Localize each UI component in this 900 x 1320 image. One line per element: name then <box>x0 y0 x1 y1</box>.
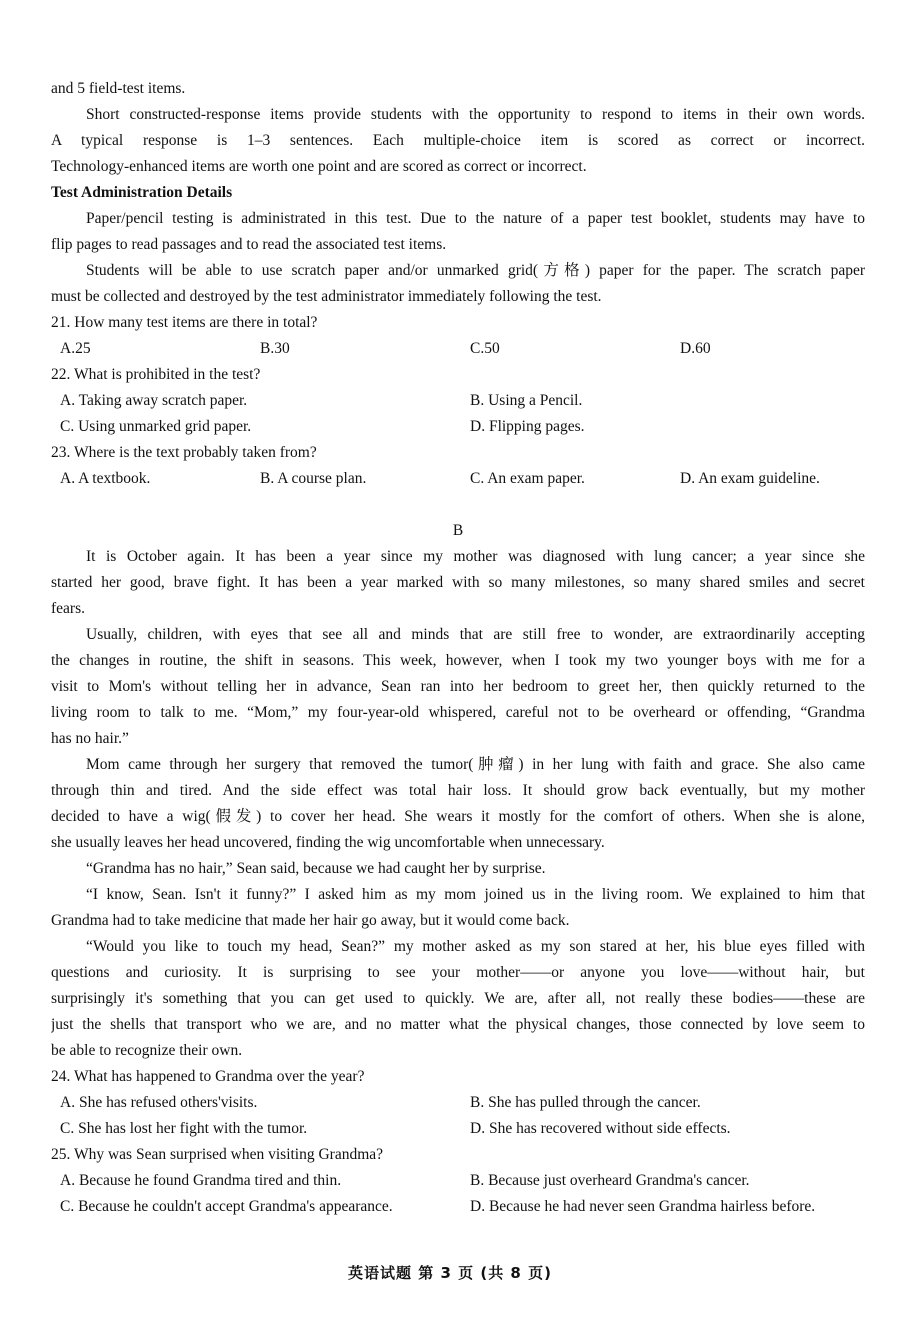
answer-option: C.50 <box>470 340 500 357</box>
passage-a-line: Paper/pencil testing is administrated in this test. Due to the nature of a paper test booklet, students may have to <box>86 210 865 227</box>
options-row <box>51 414 865 440</box>
passage-a-line: and 5 field-test items. <box>51 80 186 97</box>
section-heading: Test Administration Details <box>51 184 233 201</box>
answer-option: D. Because he had never seen Grandma hairless before. <box>470 1198 816 1215</box>
options-row <box>51 466 865 492</box>
answer-option: B.30 <box>260 340 290 357</box>
passage-b-line: “I know, Sean. Isn't it funny?” I asked him as my mom joined us in the living room. We explained to him that <box>86 886 865 903</box>
passage-b-line: surprisingly it's something that you can get used to quickly. We are, after all, not really these bodies——these are <box>51 990 865 1007</box>
options-row <box>51 1168 865 1194</box>
passage-b-line: she usually leaves her head uncovered, finding the wig uncomfortable when unnecessary. <box>51 834 605 851</box>
page-footer: 英语试题 第 3 页 (共 8 页) <box>348 1264 552 1282</box>
answer-option: A. Taking away scratch paper. <box>60 392 248 409</box>
passage-b-line: It is October again. It has been a year since my mother was diagnosed with lung cancer; a year since she <box>86 548 865 565</box>
options-row <box>51 1116 865 1142</box>
passage-b-line: be able to recognize their own. <box>51 1042 243 1059</box>
question-stem: 23. Where is the text probably taken from? <box>51 444 317 461</box>
answer-option: D. She has recovered without side effects. <box>470 1120 731 1137</box>
passage-b-line: Grandma had to take medicine that made her hair go away, but it would come back. <box>51 912 570 929</box>
answer-option: B. Because just overheard Grandma's cancer. <box>470 1172 750 1189</box>
passage-b-line: decided to have a wig(假发) to cover her head. She wears it mostly for the comfort of others. When she is alone, <box>51 808 865 825</box>
passage-a-line: Technology-enhanced items are worth one point and are scored as correct or incorrect. <box>51 158 587 175</box>
options-row <box>51 1194 865 1220</box>
passage-b-line: just the shells that transport who we are, and no matter what the physical changes, those connected by love seem to <box>51 1016 865 1033</box>
passage-b-line: “Grandma has no hair,” Sean said, because we had caught her by surprise. <box>86 860 546 877</box>
answer-option: B. Using a Pencil. <box>470 392 583 409</box>
passage-b-line: questions and curiosity. It is surprising to see your mother——or anyone you love——without hair, but <box>51 964 865 981</box>
answer-option: B. A course plan. <box>260 470 367 487</box>
passage-a-line: Short constructed-response items provide students with the opportunity to respond to items in their own words. <box>86 106 865 123</box>
passage-a-line: flip pages to read passages and to read the associated test items. <box>51 236 447 253</box>
passage-b-line: has no hair.” <box>51 730 129 747</box>
passage-b-line: the changes in routine, the shift in seasons. This week, however, when I took my two younger boys with me for a <box>51 652 865 669</box>
answer-option: C. Because he couldn't accept Grandma's appearance. <box>60 1198 393 1215</box>
options-row <box>51 388 865 414</box>
passage-a-line: A typical response is 1–3 sentences. Each multiple-choice item is scored as correct or incorrect. <box>51 132 865 149</box>
question-stem: 24. What has happened to Grandma over the year? <box>51 1068 365 1085</box>
passage-b-line: “Would you like to touch my head, Sean?” my mother asked as my son stared at her, his blue eyes filled with <box>86 938 865 955</box>
passage-b-line: Usually, children, with eyes that see all and minds that are still free to wonder, are extraordinarily accepting <box>86 626 865 643</box>
answer-option: B. She has pulled through the cancer. <box>470 1094 701 1111</box>
answer-option: C. An exam paper. <box>470 470 585 487</box>
passage-b-line: fears. <box>51 600 85 617</box>
options-row <box>51 336 865 362</box>
answer-option: A.25 <box>60 340 91 357</box>
answer-option: D. An exam guideline. <box>680 470 820 487</box>
passage-b-line: through thin and tired. And the side effect was total hair loss. It should grow back eventually, but my mother <box>51 782 865 799</box>
options-row <box>51 1090 865 1116</box>
question-stem: 25. Why was Sean surprised when visiting Grandma? <box>51 1146 384 1163</box>
exam-page <box>51 76 865 1220</box>
passage-a-line: must be collected and destroyed by the test administrator immediately following the test. <box>51 288 602 305</box>
passage-b-line: living room to talk to me. “Mom,” my four-year-old whispered, careful not to be overheard or offending, “Grandma <box>51 704 865 721</box>
passage-b-line: visit to Mom's without telling her in advance, Sean ran into her bedroom to greet her, then quickly returned to the <box>51 678 865 695</box>
passage-a-line: Students will be able to use scratch paper and/or unmarked grid(方格) paper for the paper. The scratch paper <box>86 262 865 279</box>
answer-option: D.60 <box>680 340 711 357</box>
answer-option: A. Because he found Grandma tired and thin. <box>60 1172 342 1189</box>
answer-option: D. Flipping pages. <box>470 418 585 435</box>
answer-option: C. Using unmarked grid paper. <box>60 418 252 435</box>
answer-option: A. She has refused others'visits. <box>60 1094 258 1111</box>
passage-b-line: started her good, brave fight. It has been a year marked with so many milestones, so many shared smiles and secret <box>51 574 865 591</box>
passage-b-line: Mom came through her surgery that removed the tumor(肿瘤) in her lung with faith and grace. She also came <box>86 756 865 773</box>
question-stem: 22. What is prohibited in the test? <box>51 366 261 383</box>
answer-option: C. She has lost her fight with the tumor. <box>60 1120 308 1137</box>
spacer <box>51 492 865 518</box>
answer-option: A. A textbook. <box>60 470 151 487</box>
question-stem: 21. How many test items are there in total? <box>51 314 318 331</box>
passage-b-label: B <box>452 522 464 539</box>
